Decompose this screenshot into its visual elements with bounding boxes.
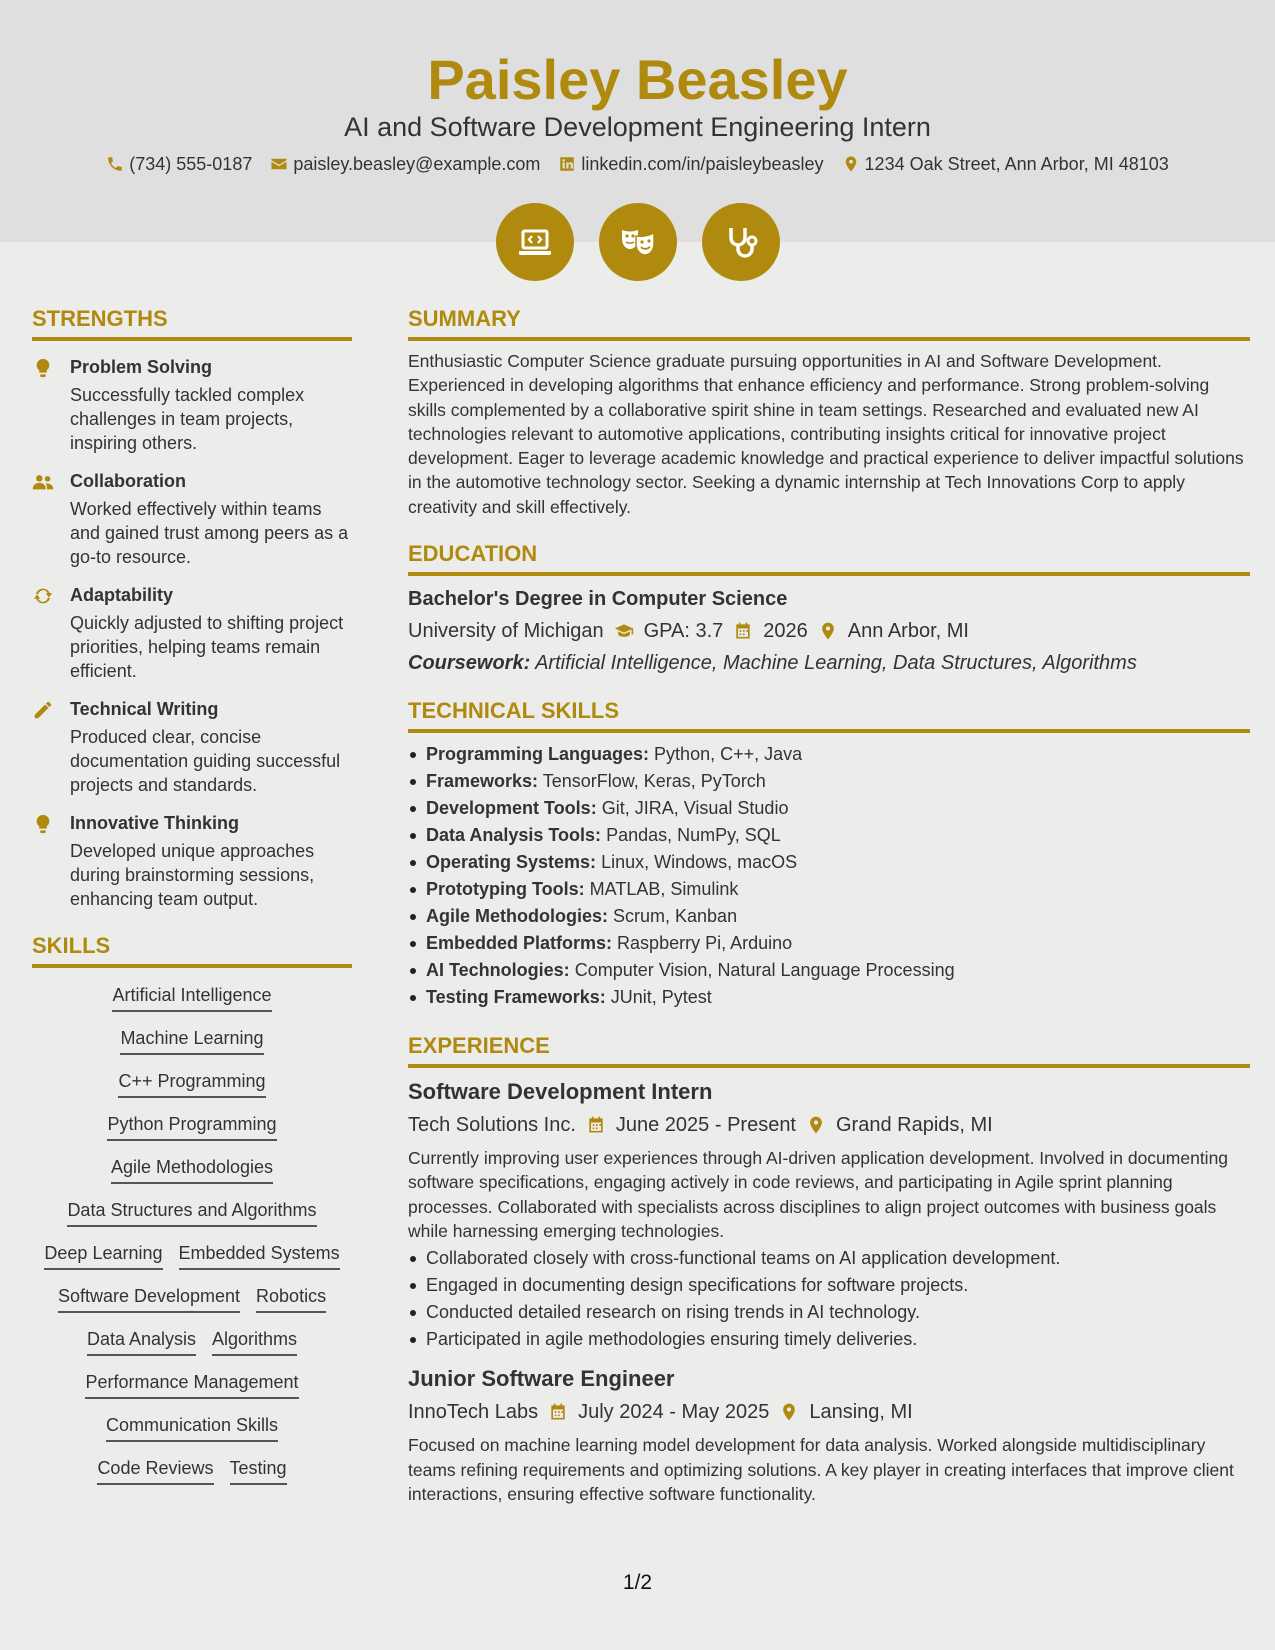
skill-tag: Data Structures and Algorithms xyxy=(67,1199,316,1227)
theater-masks-icon xyxy=(599,203,677,281)
skill-label: Agile Methodologies: xyxy=(426,906,608,927)
contact-phone[interactable] xyxy=(106,152,252,176)
skills-list xyxy=(32,984,352,1485)
skill-value: JUnit, Pytest xyxy=(610,987,712,1008)
contact-email[interactable] xyxy=(270,152,540,176)
skill-value: Scrum, Kanban xyxy=(613,906,738,927)
skill-tag: Python Programming xyxy=(107,1113,276,1141)
job-dates: June 2025 - Present xyxy=(615,1114,796,1137)
skill-label: Development Tools: xyxy=(426,798,597,819)
skill-tag: Code Reviews xyxy=(97,1457,213,1485)
job-title: Junior Software Engineer xyxy=(408,1366,675,1392)
list-item: Conducted detailed research on rising trends in AI technology. xyxy=(408,1299,1250,1326)
map-marker-icon xyxy=(779,1402,799,1422)
job-meta xyxy=(408,1112,1250,1138)
job-location: Grand Rapids, MI xyxy=(836,1114,993,1137)
skill-label: Operating Systems: xyxy=(426,852,597,873)
technical-skills-list xyxy=(408,741,1250,1011)
pencil-icon xyxy=(32,699,54,721)
skill-value: MATLAB, Simulink xyxy=(589,879,739,900)
skills-heading: SKILLS xyxy=(32,933,352,968)
interest-icons xyxy=(0,203,1275,281)
company: InnoTech Labs xyxy=(408,1401,539,1424)
strength-item xyxy=(32,811,352,911)
candidate-name: Paisley Beasley xyxy=(427,48,848,111)
skill-tag: Software Development xyxy=(58,1285,240,1313)
map-marker-icon xyxy=(806,1115,826,1135)
strength-desc: Developed unique approaches during brainstorming sessions, enhancing team output. xyxy=(70,841,315,909)
skill-tag: Robotics xyxy=(256,1285,326,1313)
phone-text: (734) 555-0187 xyxy=(129,154,253,174)
skill-value: Pandas, NumPy, SQL xyxy=(606,825,781,846)
calendar-icon xyxy=(548,1402,568,1422)
coursework-list: Artificial Intelligence, Machine Learning, Data Structures, Algorithms xyxy=(535,652,1137,675)
coursework-label: Coursework: xyxy=(408,652,531,675)
skill-tag: Agile Methodologies xyxy=(111,1156,273,1184)
lightbulb-icon xyxy=(32,357,54,379)
calendar-icon xyxy=(586,1115,606,1135)
users-icon xyxy=(32,471,54,493)
education-meta xyxy=(408,618,1250,644)
strength-desc: Produced clear, concise documentation guiding successful projects and standards. xyxy=(70,727,341,795)
contact-linkedin[interactable] xyxy=(558,152,823,176)
skill-value: TensorFlow, Keras, PyTorch xyxy=(542,771,766,792)
envelope-icon xyxy=(270,155,288,173)
strength-item xyxy=(32,469,352,569)
list-item: Collaborated closely with cross-functional teams on AI application development. xyxy=(408,1245,1250,1272)
job-meta xyxy=(408,1399,1250,1425)
experience-heading: EXPERIENCE xyxy=(408,1033,1250,1068)
job-description: Currently improving user experiences through AI-driven application development. Involved in documenting software specifications, engaging actively in code reviews, and participating in Agile sprint planning processes. Collaborated with specialists across disciplines to align project outcomes with business goals while harnessing emerging technologies. xyxy=(408,1148,1229,1241)
right-column xyxy=(408,306,1250,1506)
skill-value: Computer Vision, Natural Language Processing xyxy=(574,960,955,981)
stethoscope-icon xyxy=(702,203,780,281)
technical-skills-heading: TECHNICAL SKILLS xyxy=(408,698,1250,733)
list-item xyxy=(408,822,1250,849)
strength-name: Problem Solving xyxy=(70,357,213,377)
linkedin-icon xyxy=(558,155,576,173)
list-item xyxy=(408,957,1250,984)
strength-desc: Quickly adjusted to shifting project priorities, helping teams remain efficient. xyxy=(70,613,344,681)
skill-label: Embedded Platforms: xyxy=(426,933,613,954)
phone-icon xyxy=(106,155,124,173)
skill-label: Programming Languages: xyxy=(426,744,650,765)
skill-label: Data Analysis Tools: xyxy=(426,825,602,846)
laptop-code-icon xyxy=(496,203,574,281)
strength-name: Collaboration xyxy=(70,471,186,491)
skill-tag: Communication Skills xyxy=(106,1414,278,1442)
job-dates: July 2024 - May 2025 xyxy=(578,1401,770,1424)
lightbulb-icon xyxy=(32,813,54,835)
gpa: GPA: 3.7 xyxy=(643,620,724,643)
skill-tag: Deep Learning xyxy=(44,1242,162,1270)
summary-heading: SUMMARY xyxy=(408,306,1250,341)
contact-address xyxy=(842,152,1169,176)
list-item: Engaged in documenting design specifications for software projects. xyxy=(408,1272,1250,1299)
school-location: Ann Arbor, MI xyxy=(847,620,969,643)
school: University of Michigan xyxy=(408,620,604,643)
strengths-heading: STRENGTHS xyxy=(32,306,352,341)
strength-name: Technical Writing xyxy=(70,699,219,719)
skill-tag: Testing xyxy=(230,1457,287,1485)
contact-bar xyxy=(0,152,1275,176)
skill-label: Testing Frameworks: xyxy=(426,987,606,1008)
linkedin-text: linkedin.com/in/paisleybeasley xyxy=(581,154,824,174)
skill-tag: C++ Programming xyxy=(118,1070,265,1098)
sync-icon xyxy=(32,585,54,607)
degree: Bachelor's Degree in Computer Science xyxy=(408,588,788,611)
coursework xyxy=(408,650,1250,676)
skill-label: Frameworks: xyxy=(426,771,539,792)
skill-tag: Embedded Systems xyxy=(179,1242,340,1270)
email-text: paisley.beasley@example.com xyxy=(293,154,541,174)
skill-value: Raspberry Pi, Arduino xyxy=(617,933,793,954)
map-marker-icon xyxy=(818,621,838,641)
strength-item xyxy=(32,583,352,683)
job-title: Software Development Intern xyxy=(408,1079,713,1105)
job-location: Lansing, MI xyxy=(809,1401,913,1424)
skill-tag: Machine Learning xyxy=(120,1027,263,1055)
candidate-title: AI and Software Development Engineering Intern xyxy=(344,112,931,142)
skill-tag: Artificial Intelligence xyxy=(112,984,271,1012)
summary-text: Enthusiastic Computer Science graduate pursuing opportunities in AI and Software Development. Experienced in developing algorithms that enhance efficiency and performance. Strong problem-solving skills complemented by a collaborative spirit shine in team settings. Researched and evaluated new AI technologies relevant to automotive applications, contributing insights critical for innovative project development. Eager to leverage academic knowledge and practical experience to deliver impactful solutions in the automotive technology sector. Seeking a dynamic internship at Tech Innovations Corp to apply creativity and skill effectively. xyxy=(408,351,1244,517)
list-item xyxy=(408,768,1250,795)
job-description: Focused on machine learning model development for data analysis. Worked alongside multidisciplinary teams refining requirements and optimizing solutions. A key player in creating interfaces that improve client interactions, ensuring effective software functionality. xyxy=(408,1435,1234,1504)
left-column xyxy=(32,306,352,1485)
grad-year: 2026 xyxy=(763,620,808,643)
skill-tag: Data Analysis xyxy=(87,1328,196,1356)
page-number: 1/2 xyxy=(622,1571,653,1594)
calendar-icon xyxy=(733,621,753,641)
list-item xyxy=(408,930,1250,957)
strength-desc: Successfully tackled complex challenges in team projects, inspiring others. xyxy=(70,385,305,453)
skill-tag: Performance Management xyxy=(85,1371,298,1399)
job-bullets xyxy=(408,1245,1250,1353)
education-heading: EDUCATION xyxy=(408,541,1250,576)
skill-label: Prototyping Tools: xyxy=(426,879,585,900)
list-item xyxy=(408,876,1250,903)
skill-label: AI Technologies: xyxy=(426,960,570,981)
list-item: Participated in agile methodologies ensuring timely deliveries. xyxy=(408,1326,1250,1353)
strength-item xyxy=(32,697,352,797)
strength-item xyxy=(32,355,352,455)
skill-tag: Algorithms xyxy=(212,1328,297,1356)
skill-value: Linux, Windows, macOS xyxy=(601,852,798,873)
list-item xyxy=(408,849,1250,876)
strength-name: Adaptability xyxy=(70,585,174,605)
list-item xyxy=(408,903,1250,930)
company: Tech Solutions Inc. xyxy=(408,1114,576,1137)
list-item xyxy=(408,984,1250,1011)
skill-value: Git, JIRA, Visual Studio xyxy=(601,798,789,819)
map-marker-icon xyxy=(842,155,860,173)
list-item xyxy=(408,795,1250,822)
address-text: 1234 Oak Street, Ann Arbor, MI 48103 xyxy=(864,154,1169,174)
strength-desc: Worked effectively within teams and gained trust among peers as a go-to resource. xyxy=(70,499,349,567)
list-item xyxy=(408,741,1250,768)
graduation-cap-icon xyxy=(614,621,634,641)
strength-name: Innovative Thinking xyxy=(70,813,240,833)
skill-value: Python, C++, Java xyxy=(654,744,803,765)
